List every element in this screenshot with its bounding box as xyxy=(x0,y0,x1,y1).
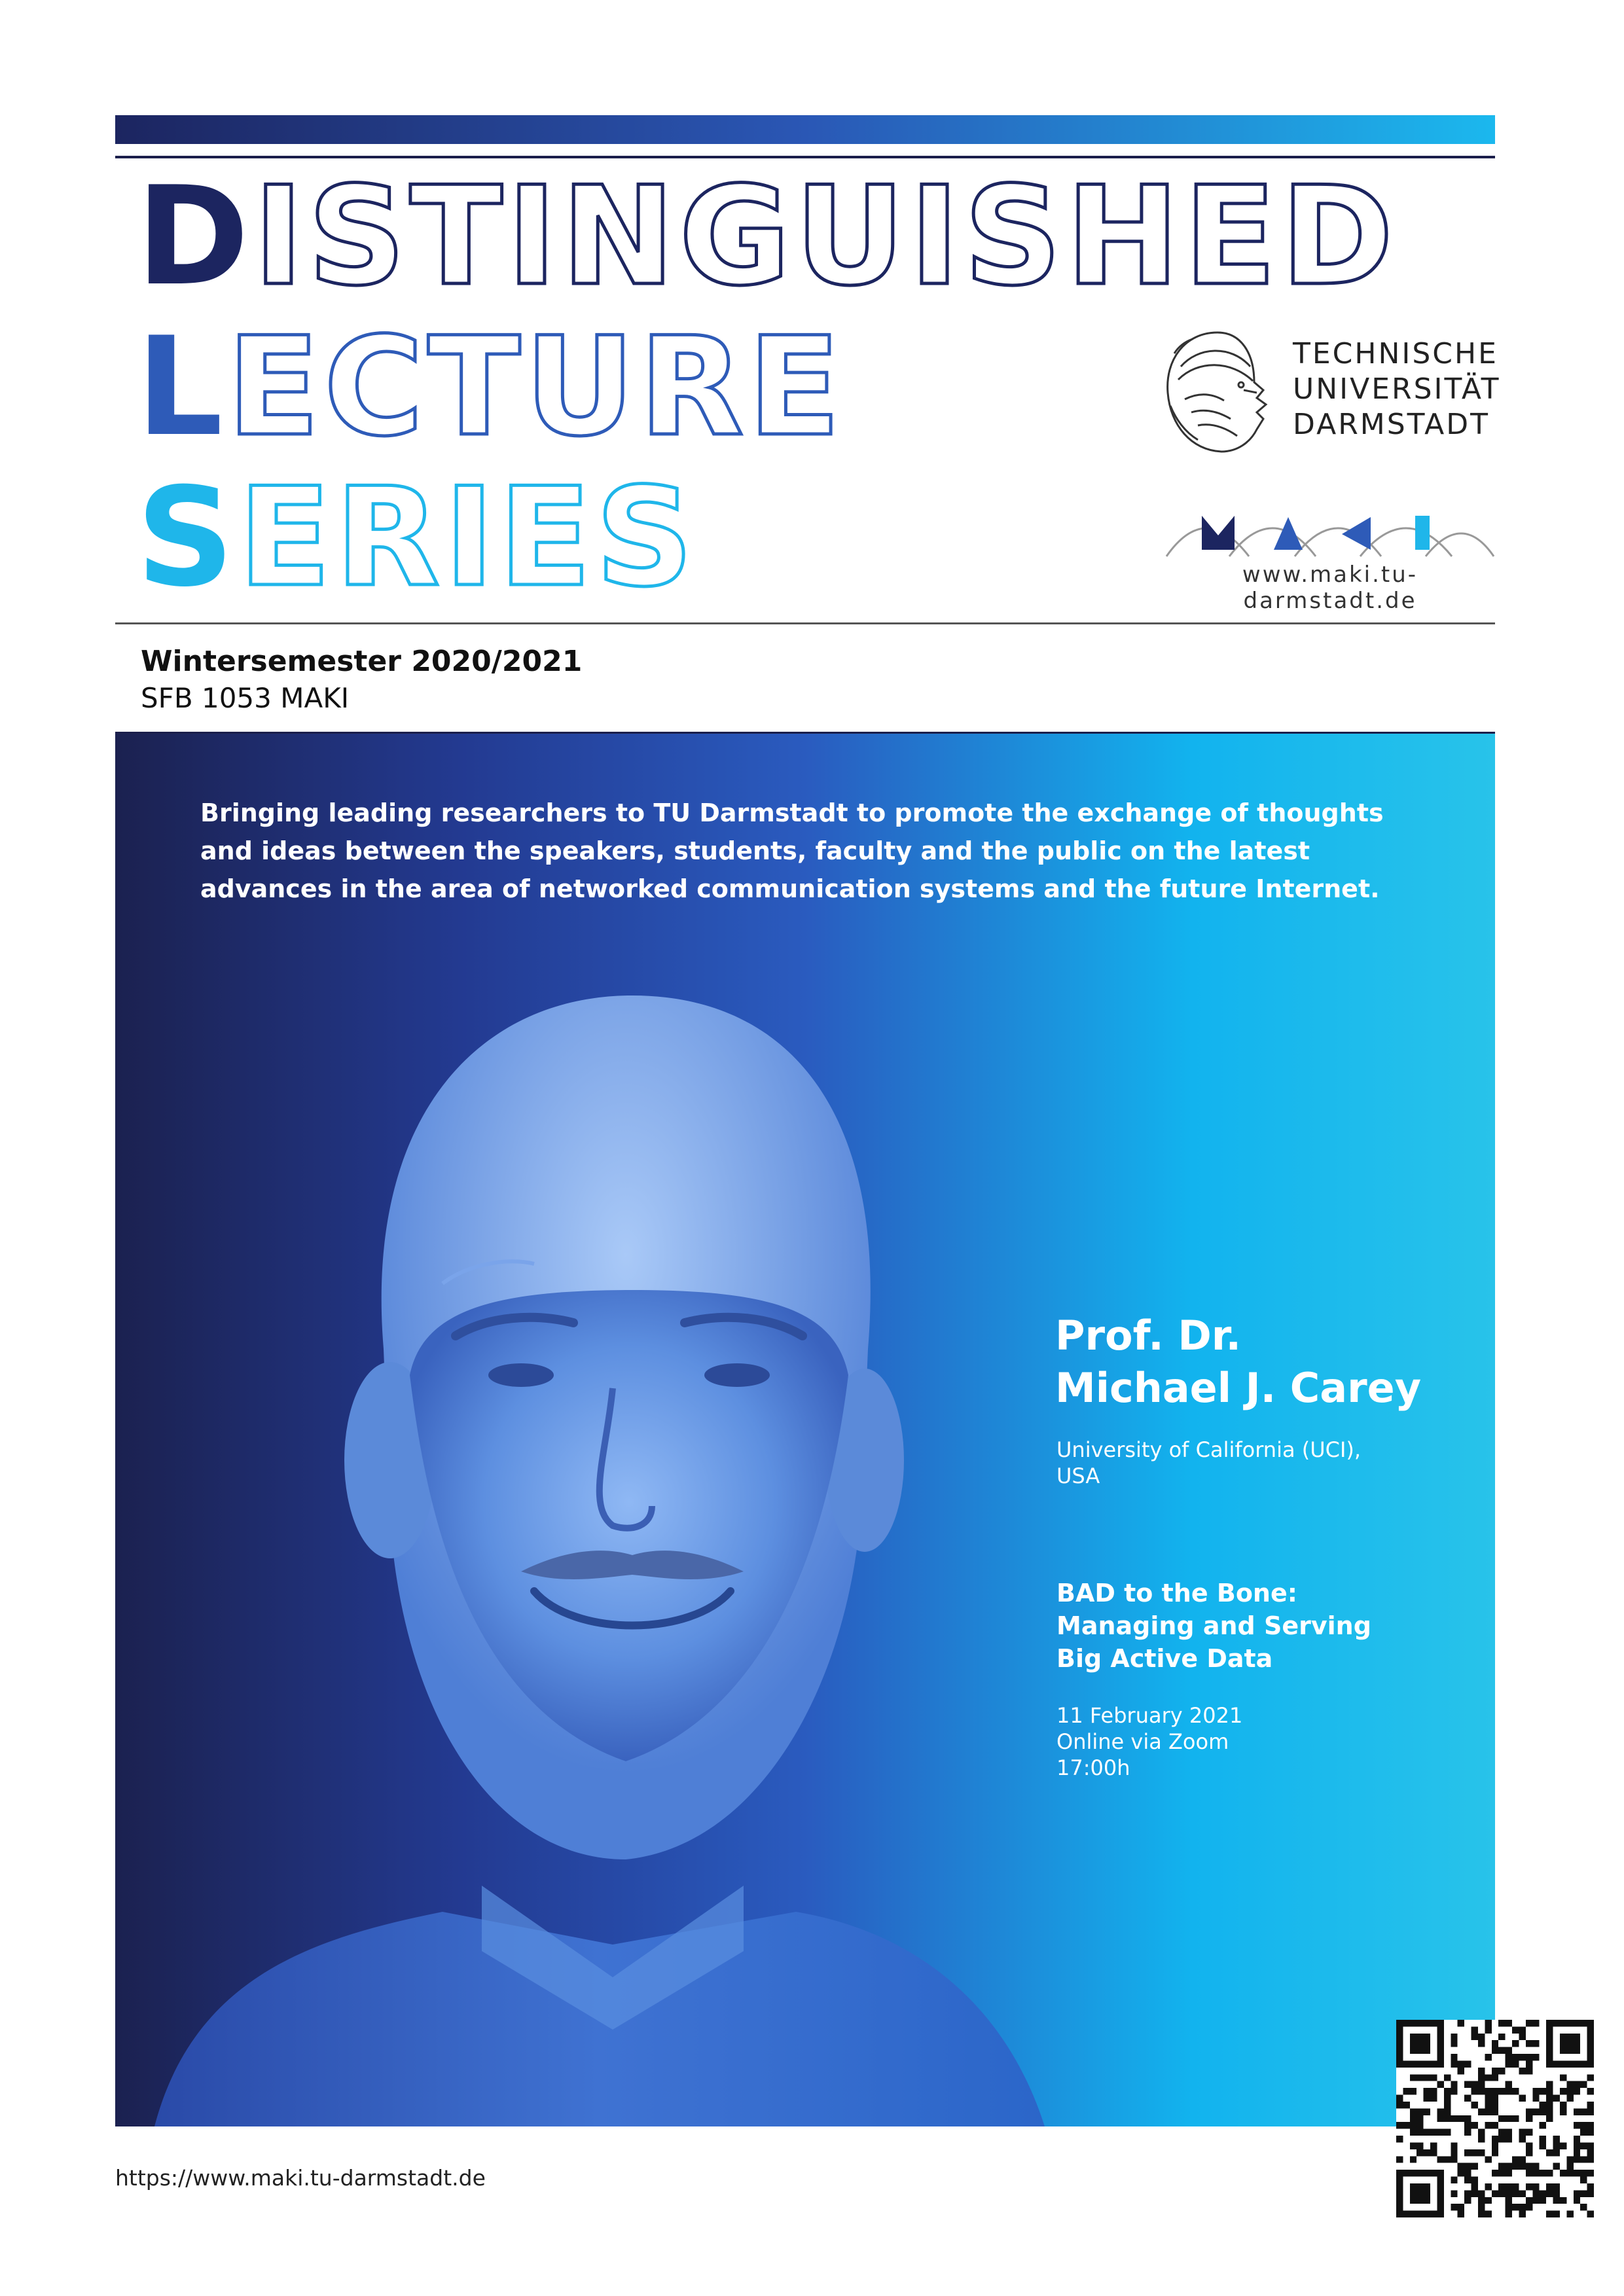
qr-code-icon[interactable] xyxy=(1396,2020,1594,2217)
title-line-distinguished xyxy=(136,158,1398,316)
speaker-name-line: Michael J. Carey xyxy=(1055,1364,1422,1412)
title-line-series xyxy=(136,459,698,617)
talk-venue: Online via Zoom xyxy=(1056,1729,1229,1754)
title-initial-l: L xyxy=(136,308,227,467)
talk-title-line-1: BAD to the Bone: xyxy=(1056,1579,1297,1607)
tu-line-darmstadt: DARMSTADT xyxy=(1293,408,1490,441)
semester-term: Wintersemester 2020/2021 xyxy=(141,645,583,678)
title-initial-d: D xyxy=(136,158,253,316)
speaker-affiliation xyxy=(1056,1437,1361,1489)
talk-title-line-3: Big Active Data xyxy=(1056,1644,1273,1673)
tu-darmstadt-logo xyxy=(1159,327,1499,458)
affiliation-line-2: USA xyxy=(1056,1463,1100,1488)
talk-title-line-2: Managing and Serving xyxy=(1056,1611,1371,1640)
athena-emblem-icon xyxy=(1159,327,1276,456)
speaker-panel xyxy=(115,734,1495,2126)
tu-line-universitat: UNIVERSITÄT xyxy=(1293,372,1501,406)
title-line-lecture xyxy=(136,308,845,467)
talk-date: 11 February 2021 xyxy=(1056,1703,1243,1728)
title-initial-s: S xyxy=(136,459,238,617)
mid-rule xyxy=(115,622,1495,624)
maki-url: www.maki.tu-darmstadt.de xyxy=(1242,562,1418,614)
talk-time: 17:00h xyxy=(1056,1755,1130,1780)
title-rest-ecture: ECTURE xyxy=(226,308,845,467)
talk-title xyxy=(1056,1577,1371,1675)
speaker-name xyxy=(1055,1310,1421,1414)
top-gradient-bar xyxy=(115,115,1495,144)
program-name: SFB 1053 MAKI xyxy=(141,682,350,714)
title-rest-eries: ERIES xyxy=(238,459,698,617)
intro-text: Bringing leading researchers to TU Darmstadt to promote the exchange of thoughts and ideas between the speakers, students, faculty and the public on the latest advances in the area of networked communication systems and the future Internet. xyxy=(200,798,1384,903)
tu-darmstadt-wordmark xyxy=(1293,336,1501,442)
title-rest-istinguished: ISTINGUISHED xyxy=(253,158,1398,316)
speaker-portrait xyxy=(115,982,1097,2126)
affiliation-line-1: University of California (UCI), xyxy=(1056,1437,1362,1462)
maki-logo-icon xyxy=(1164,497,1496,559)
talk-details xyxy=(1056,1702,1242,1781)
tu-line-technische: TECHNISCHE xyxy=(1293,337,1498,370)
footer-url-link[interactable]: https://www.maki.tu-darmstadt.de xyxy=(115,2165,486,2191)
speaker-title-line: Prof. Dr. xyxy=(1055,1312,1242,1359)
